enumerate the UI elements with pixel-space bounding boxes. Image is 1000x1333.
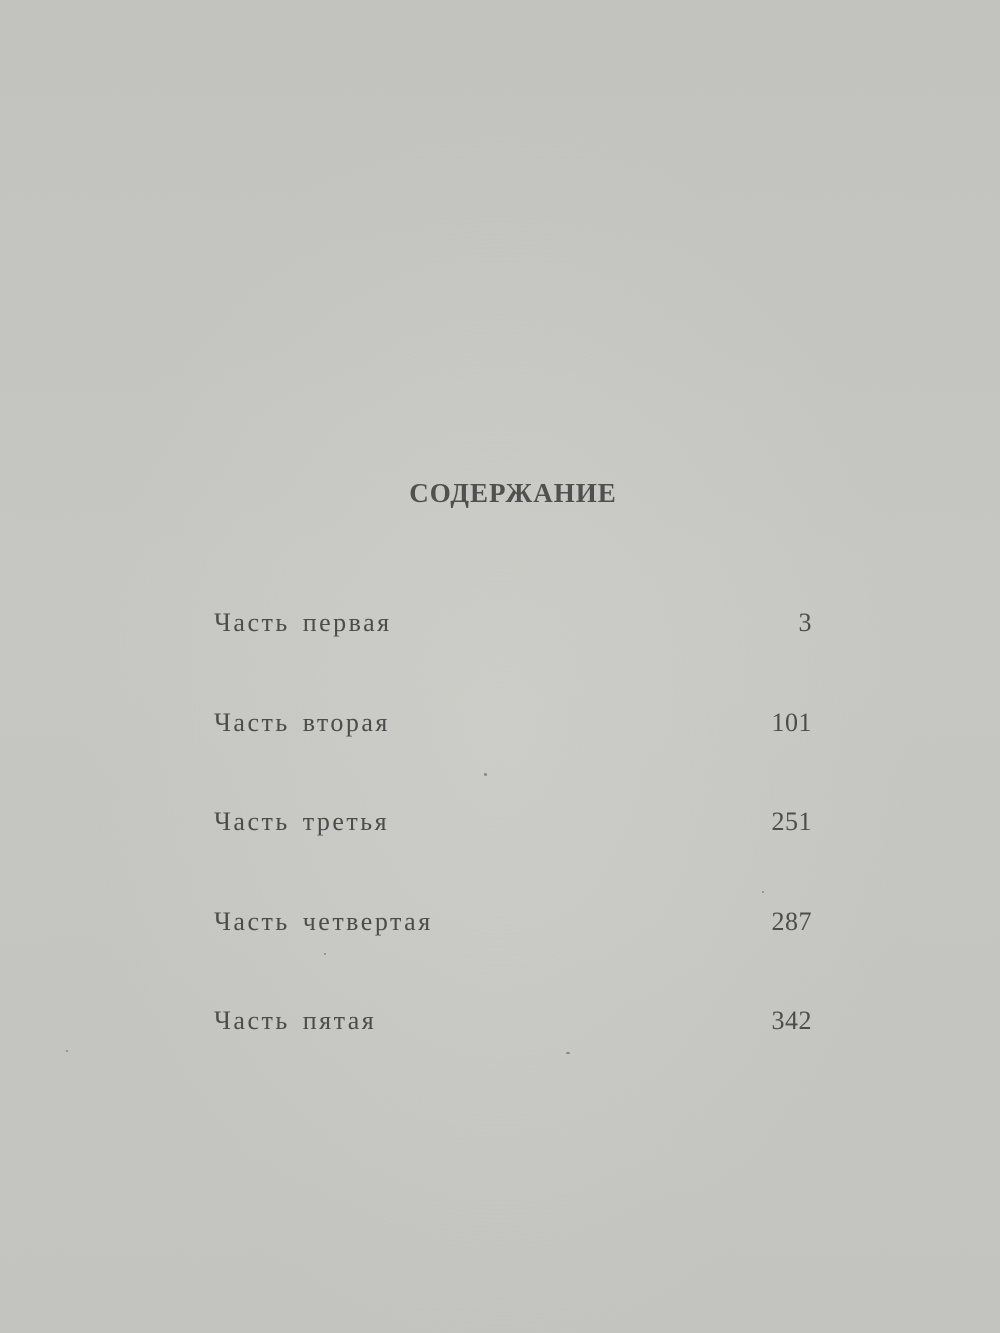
paper-speck [762, 891, 764, 893]
toc-title: СОДЕРЖАНИЕ [409, 478, 617, 508]
toc-entry-page: 287 [771, 906, 812, 936]
toc-entry-label: Часть вторая [214, 707, 390, 737]
toc-entry-label: Часть третья [214, 807, 390, 836]
paper-speck [566, 1052, 570, 1054]
paper-speck [324, 953, 326, 955]
toc-entry [214, 608, 812, 708]
paper-speck [66, 1050, 68, 1052]
toc-entry-page: 251 [771, 807, 812, 836]
toc-entry [214, 907, 812, 1007]
toc-entry-page: 3 [798, 608, 812, 637]
toc-entry-page: 101 [771, 707, 812, 737]
toc-entry-label: Часть четвертая [214, 906, 433, 936]
toc-entry [214, 1006, 812, 1106]
toc-entry-label: Часть первая [214, 608, 392, 637]
paper-speck [484, 773, 487, 776]
toc-entry-label: Часть пятая [214, 1006, 377, 1035]
toc-entry-page: 342 [771, 1006, 812, 1035]
toc-entry [214, 708, 812, 808]
toc-list [214, 608, 812, 1106]
toc-entry [214, 807, 812, 907]
